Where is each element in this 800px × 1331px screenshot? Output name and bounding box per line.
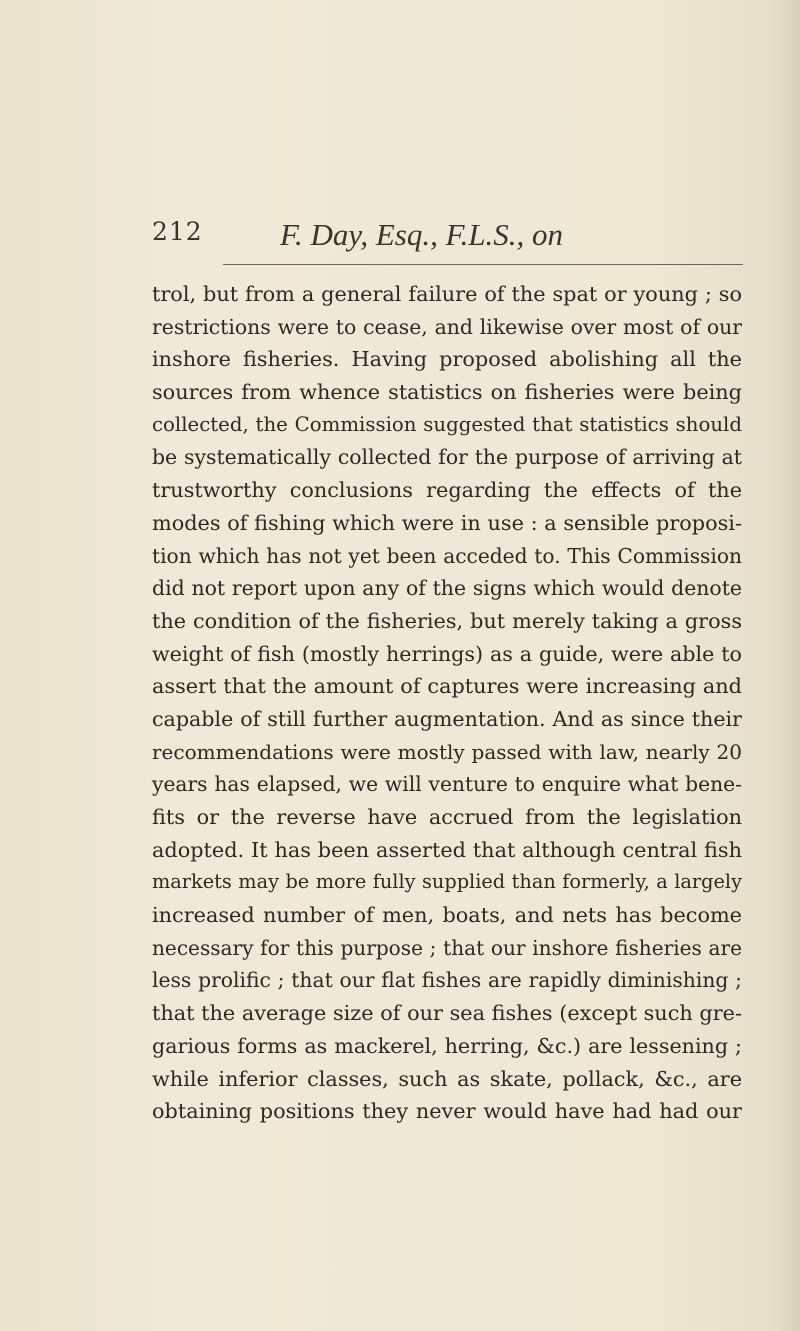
text-line: recommendations were mostly passed with law, nearly 20 xyxy=(152,739,742,764)
text-line: capable of still further augmentation. And as since their xyxy=(152,706,742,731)
text-line: adopted. It has been asserted that although central fish xyxy=(152,837,742,862)
text-line: modes of fishing which were in use : a sensible proposi- xyxy=(152,510,742,535)
text-line: restrictions were to cease, and likewise over most of our xyxy=(152,314,742,339)
text-line: increased number of men, boats, and nets has become xyxy=(152,903,742,928)
text-line: trustworthy conclusions regarding the effects of the xyxy=(152,478,742,503)
text-line: inshore fisheries. Having proposed abolishing all the xyxy=(152,347,742,372)
running-head xyxy=(152,217,742,257)
header-rule xyxy=(223,264,743,265)
text-line: fits or the reverse have accrued from the legislation xyxy=(152,805,742,829)
text-line: less prolific ; that our flat fishes are rapidly diminishing ; xyxy=(152,968,742,993)
text-line: garious forms as mackerel, herring, &c.) are lessening ; xyxy=(152,1033,742,1058)
text-line: sources from whence statistics on fisheries were being xyxy=(152,380,742,405)
text-line: collected, the Commission suggested that statistics should xyxy=(152,412,742,436)
text-line: markets may be more fully supplied than formerly, a largely xyxy=(152,870,742,894)
text-line: weight of fish (mostly herrings) as a guide, were able to xyxy=(152,641,742,666)
text-line: assert that the amount of captures were increasing and xyxy=(152,674,742,699)
text-line: trol, but from a general failure of the spat or young ; so xyxy=(152,282,742,306)
running-title: F. Day, Esq., F.L.S., on xyxy=(280,217,564,252)
page-edge-shadow xyxy=(774,0,800,1331)
text-line: the condition of the fisheries, but merely taking a gross xyxy=(152,608,742,633)
text-line: years has elapsed, we will venture to enquire what bene- xyxy=(152,772,742,797)
text-line: be systematically collected for the purpose of arriving at xyxy=(152,445,742,470)
text-line: necessary for this purpose ; that our inshore fisheries are xyxy=(152,935,742,960)
text-line: did not report upon any of the signs which would denote xyxy=(152,576,742,601)
text-line: tion which has not yet been acceded to. This Commission xyxy=(152,543,742,568)
page-number: 212 xyxy=(152,217,203,246)
text-line: obtaining positions they never would have had had our xyxy=(152,1099,742,1124)
text-line: that the average size of our sea fishes (except such gre- xyxy=(152,1001,742,1026)
text-line: while inferior classes, such as skate, pollack, &c., are xyxy=(152,1066,742,1091)
body-paragraph xyxy=(152,278,742,1128)
